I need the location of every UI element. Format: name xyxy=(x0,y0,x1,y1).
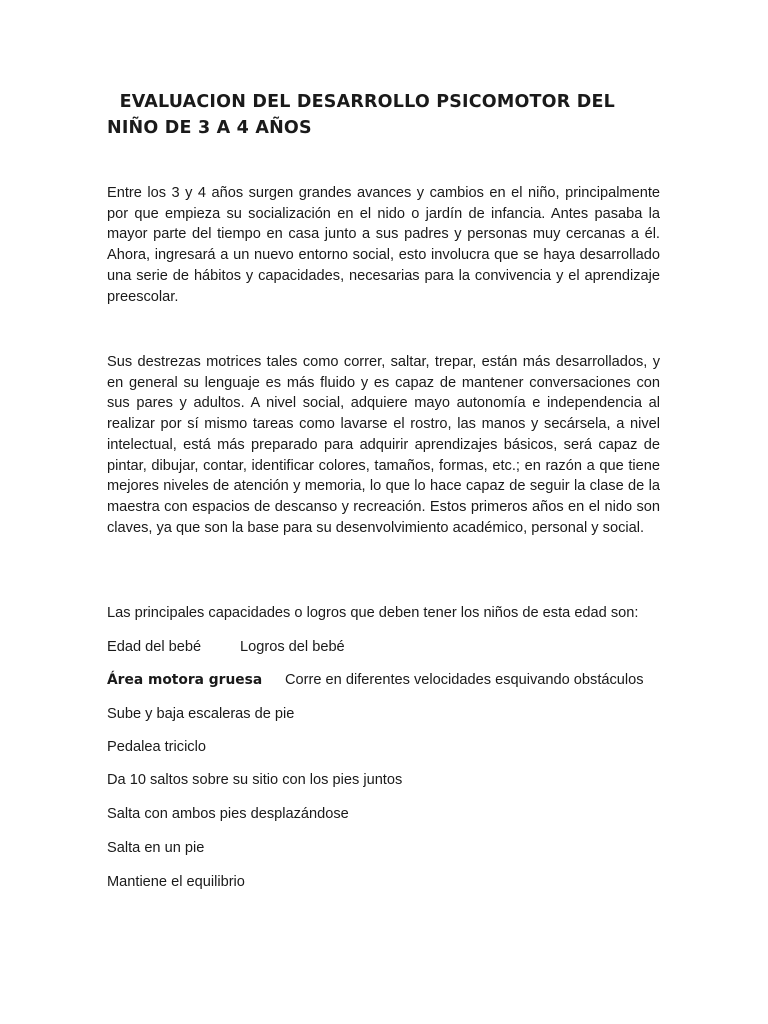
table-header-achievements: Logros del bebé xyxy=(240,639,345,655)
intro-line: Las principales capacidades o logros que deben tener los niños de esta edad son: xyxy=(107,605,639,621)
table-header-age: Edad del bebé xyxy=(107,639,202,655)
table-header-row xyxy=(107,637,345,657)
list-item: Sube y baja escaleras de pie xyxy=(107,706,295,722)
paragraph-destrezas: Sus destrezas motrices tales como correr, saltar, trepar, están más desarrollados, y en general su lenguaje es más fluido y es capaz de mantener conversaciones con sus pares y adultos. A nivel social, adquiere mayo autonomía e independencia al realizar por sí mismo tareas como lavarse el rostro, las manos y secársela, a nivel intelectual, está más preparado para adquirir aprendizajes básicos, será capaz de pintar, dibujar, contar, identificar colores, tamaños, formas, etc.; en razón a que tiene mejores niveles de atención y memoria, lo que lo hace capaz de seguir la clase de la maestra con espacios de descanso y recreación. Estos primeros años en el nido son claves, ya que son la base para su desenvolvimiento académico, personal y social. xyxy=(107,354,660,536)
area-first-item: Corre en diferentes velocidades esquivando obstáculos xyxy=(285,672,644,688)
list-item: Da 10 saltos sobre su sitio con los pies juntos xyxy=(107,772,403,788)
area-row xyxy=(107,670,644,690)
list-item: Mantiene el equilibrio xyxy=(107,874,245,890)
list-item: Salta en un pie xyxy=(107,840,205,856)
list-item: Pedalea triciclo xyxy=(107,739,206,755)
list-item: Salta con ambos pies desplazándose xyxy=(107,806,349,822)
area-label: Área motora gruesa xyxy=(107,672,263,688)
document-title: EVALUACION DEL DESARROLLO PSICOMOTOR DEL NIÑO DE 3 A 4 AÑOS xyxy=(107,92,622,138)
paragraph-intro: Entre los 3 y 4 años surgen grandes avances y cambios en el niño, principalmente por que empieza su socialización en el nido o jardín de infancia. Antes pasaba la mayor parte del tiempo en casa junto a sus padres y personas muy cercanas a él. Ahora, ingresará a un nuevo entorno social, esto involucra que se haya desarrollado una serie de hábitos y capacidades, necesarias para la convivencia y el aprendizaje preescolar. xyxy=(107,185,660,305)
